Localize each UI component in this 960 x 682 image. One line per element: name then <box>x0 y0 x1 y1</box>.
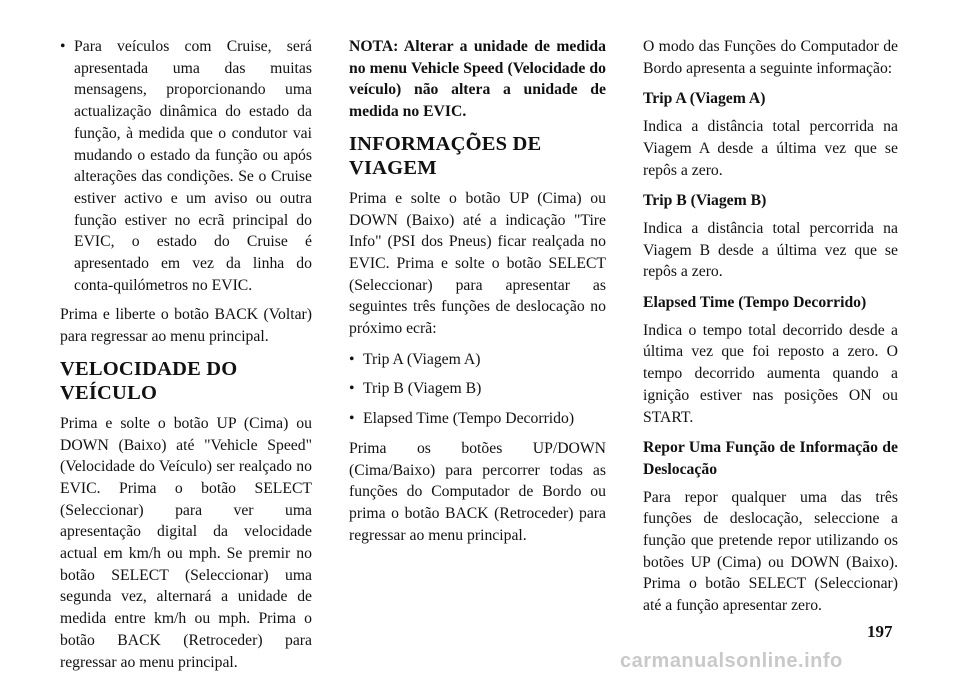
trip-computer-intro: O modo das Funções do Computador de Bordo apresenta a seguinte informação: <box>643 38 898 77</box>
vehicle-speed-paragraph: Prima e solte o botão UP (Cima) ou DOWN (Baixo) até "Vehicle Speed" (Velocidade do Veículo) ser realçado no EVIC. Prima o botão SELECT (Seleccionar) para ver uma apresentação digital da velocidade actual em km/h ou mph. Se premir no botão SELECT (Seleccionar) uma segunda vez, alternará a unidade de medida entre km/h ou mph. Prima o botão BACK (Retroceder) para regressar ao menu principal. <box>60 414 312 671</box>
list-item <box>349 378 606 400</box>
trip-b-text: Indica a distância total percorrida na Viagem B desde a última vez que se repôs a zero. <box>643 219 898 281</box>
scroll-paragraph: Prima os botões UP/DOWN (Cima/Baixo) para percorrer todas as funções do Computador de Bordo ou prima o botão BACK (Retroceder) para regressar ao menu principal. <box>349 439 606 544</box>
page-number: 197 <box>867 622 893 641</box>
elapsed-time-text: Indica o tempo total decorrido desde a última vez que foi reposto a zero. O tempo decorrido aumenta quando a ignição estiver nas posições ON ou START. <box>643 321 898 426</box>
reset-function-title: Repor Uma Função de Informação de Deslocação <box>643 439 898 478</box>
trip-a-title: Trip A (Viagem A) <box>643 90 766 108</box>
trip-info-intro: Prima e solte o botão UP (Cima) ou DOWN (Baixo) até a indicação "Tire Info" (PSI dos Pneus) ficar realçada no EVIC. Prima e solte o botão SELECT (Seleccionar) para apresentar as seguintes três funções de deslocação no próximo ecrã: <box>349 189 606 338</box>
list-item <box>349 408 606 430</box>
bullet-icon: • <box>60 38 66 55</box>
column-right <box>643 36 898 626</box>
back-paragraph: Prima e liberte o botão BACK (Voltar) para regressar ao menu principal. <box>60 306 312 346</box>
trip-a-bullet: Trip A (Viagem A) <box>363 350 481 368</box>
section-heading-vehicle-speed: VELOCIDADE DO VEÍCULO <box>60 357 238 404</box>
watermark: carmanualsonline.info <box>620 650 843 672</box>
elapsed-time-title: Elapsed Time (Tempo Decorrido) <box>643 294 867 312</box>
bullet-icon: • <box>349 350 355 368</box>
section-heading-trip-info: INFORMAÇÕES DE VIAGEM <box>349 132 542 179</box>
trip-b-title: Trip B (Viagem B) <box>643 192 767 210</box>
trip-b-bullet: Trip B (Viagem B) <box>363 380 482 398</box>
bullet-icon: • <box>349 380 355 398</box>
elapsed-time-bullet: Elapsed Time (Tempo Decorrido) <box>363 410 575 428</box>
bullet-icon: • <box>349 410 355 428</box>
list-item <box>60 36 312 296</box>
note-paragraph: NOTA: Alterar a unidade de medida no menu Vehicle Speed (Velocidade do veículo) não altera a unidade de medida no EVIC. <box>349 38 606 121</box>
column-middle <box>349 36 606 555</box>
cruise-bullet-text: Para veículos com Cruise, será apresentada uma das muitas mensagens, proporcionando uma actualização dinâmica do estado da função, à medida que o condutor vai mudando o estado da função ou após alterações das condições. Se o Cruise estiver activo e um aviso ou outra função estiver no ecrã principal do EVIC, o estado do Cruise é apresentado em vez da linha do conta-quilómetros no EVIC. <box>74 38 312 294</box>
column-left <box>60 36 312 682</box>
trip-a-text: Indica a distância total percorrida na Viagem A desde a última vez que se repôs a zero. <box>643 118 898 179</box>
list-item <box>349 349 606 371</box>
reset-function-text: Para repor qualquer uma das três funções de deslocação, seleccione a função que pretende repor utilizando os botões UP (Cima) ou DOWN (Baixo). Prima o botão SELECT (Seleccionar) até a função apresentar zero. <box>643 488 898 615</box>
